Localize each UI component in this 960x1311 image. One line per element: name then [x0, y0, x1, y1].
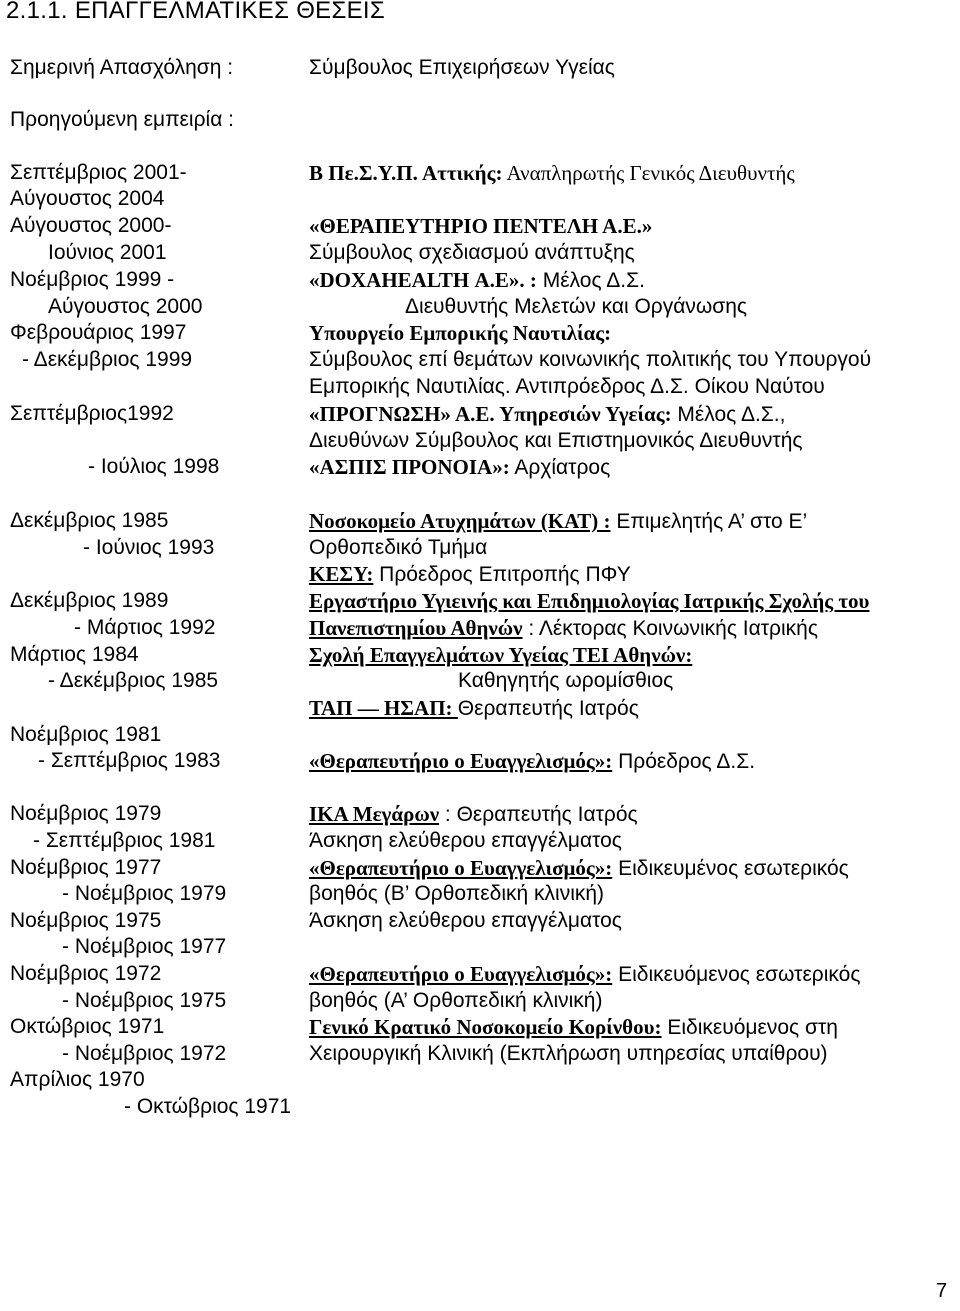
entry-row — [0, 455, 960, 482]
entry-period: Δεκέμβριος 1985 — [10, 509, 169, 532]
entry-organization: Νοσοκομείο Ατυχημάτων (ΚΑΤ) : — [309, 509, 611, 533]
entry-organization: «Θεραπευτήριο ο Ευαγγελισμός»: — [309, 962, 613, 986]
entry-period: - Νοέμβριος 1972 — [62, 1042, 227, 1065]
entry-row — [0, 989, 960, 1016]
entry-row — [0, 935, 960, 962]
entry-row — [0, 268, 960, 295]
entry-row — [0, 241, 960, 268]
entry-organization: Β Πε.Σ.Υ.Π. Αττικής: — [309, 161, 503, 185]
entry-role: : Λέκτορας Κοινωνικής Ιατρικής — [522, 617, 818, 640]
entry-row — [0, 1015, 960, 1042]
entry-role: Μέλος Δ.Σ. — [536, 269, 645, 292]
entry-role: Ορθοπεδικό Τμήμα — [309, 536, 488, 559]
entry-period: Νοέμβριος 1977 — [10, 856, 162, 879]
previous-experience-label: Προηγούμενη εμπειρία : — [10, 108, 235, 131]
entry-row — [0, 187, 960, 214]
entry-organization: «ΠΡΟΓΝΩΣΗ» Α.Ε. Υπηρεσιών Υγείας: — [309, 402, 672, 426]
entry-row — [0, 348, 960, 375]
entry-row — [0, 643, 960, 670]
entry-role: βοηθός (Β’ Ορθοπεδική κλινική) — [309, 882, 605, 905]
entry-row — [0, 616, 960, 643]
entry-role: βοηθός (Α’ Ορθοπεδική κλινική) — [309, 989, 603, 1012]
entry-row — [0, 909, 960, 936]
entry-period: - Δεκέμβριος 1999 — [22, 348, 193, 371]
entry-role: Αναπληρωτής Γενικός Διευθυντής — [502, 161, 795, 185]
entry-row — [0, 214, 960, 241]
entry-organization: Εργαστήριο Υγιεινής και Επιδημιολογίας Ιατρικής Σχολής του — [309, 589, 870, 613]
entry-role: Μέλος Δ.Σ., — [671, 403, 786, 426]
entry-row — [0, 375, 960, 402]
entry-organization: «ΘΕΡΑΠΕΥΤΗΡΙΟ ΠΕΝΤΕΛΗ Α.Ε.» — [309, 214, 653, 238]
entry-period: Νοέμβριος 1972 — [10, 962, 162, 985]
entry-row — [0, 1095, 960, 1122]
entry-period: - Ιούλιος 1998 — [88, 455, 220, 478]
entry-organization: Υπουργείο Εμπορικής Ναυτιλίας: — [309, 321, 612, 345]
entry-period: - Σεπτέμβριος 1981 — [33, 829, 216, 852]
entry-period: Αύγουστος 2000 — [48, 295, 203, 318]
entry-row — [0, 962, 960, 989]
entry-row — [0, 536, 960, 563]
entry-row — [0, 402, 960, 429]
entry-role: Σύμβουλος σχεδιασμού ανάπτυξης — [309, 241, 635, 264]
entry-period: Νοέμβριος 1979 — [10, 802, 162, 825]
entry-row — [0, 802, 960, 829]
entry-period: Μάρτιος 1984 — [10, 643, 139, 666]
entry-role: Ειδικευόμενος εσωτερικός — [612, 963, 861, 986]
entry-role: Διευθυντής Μελετών και Οργάνωσης — [405, 295, 748, 318]
entry-organization: ΚΕΣΥ: — [309, 562, 374, 586]
entry-organization: ΤΑΠ — ΗΣΑΠ: — [309, 696, 458, 720]
entry-period: Νοέμβριος 1975 — [10, 909, 162, 932]
entry-role: Χειρουργική Κλινική (Εκπλήρωση υπηρεσίας υπαίθρου) — [309, 1042, 828, 1065]
page-number: 7 — [936, 1280, 948, 1302]
entry-period: Φεβρουάριος 1997 — [10, 321, 187, 344]
entry-role: Καθηγητής ωρομίσθιος — [458, 669, 674, 692]
entry-period: - Νοέμβριος 1977 — [62, 935, 227, 958]
entry-role: Πρόεδρος Επιτροπής ΠΦΥ — [373, 563, 631, 586]
entry-row — [0, 723, 960, 750]
entry-period: Οκτώβριος 1971 — [10, 1015, 165, 1038]
entry-row — [0, 856, 960, 883]
entry-row — [0, 509, 960, 536]
entry-role: Διευθύνων Σύμβουλος και Επιστημονικός Διευθυντής — [309, 429, 803, 452]
entry-role: Άσκηση ελεύθερου επαγγέλματος — [309, 829, 622, 852]
entry-row — [0, 321, 960, 348]
entry-organization: Πανεπιστημίου Αθηνών — [309, 616, 523, 640]
entry-period: Νοέμβριος 1981 — [10, 723, 162, 746]
entry-period: - Νοέμβριος 1979 — [62, 882, 227, 905]
entry-row — [0, 295, 960, 322]
entry-role: Θεραπευτής Ιατρός — [457, 697, 639, 720]
entry-role: : Θεραπευτής Ιατρός — [439, 803, 638, 826]
entry-organization: Γενικό Κρατικό Νοσοκομείο Κορίνθου: — [309, 1015, 662, 1039]
entry-row — [0, 562, 960, 589]
entry-period: Αύγουστος 2000- — [10, 214, 172, 237]
entry-period: - Μάρτιος 1992 — [74, 616, 216, 639]
entry-organization: ΙΚΑ Μεγάρων — [309, 802, 440, 826]
entry-organization: «ΑΣΠΙΣ ΠΡΟΝΟΙΑ»: — [309, 455, 510, 479]
entry-period: Σεπτέμβριος1992 — [10, 402, 174, 425]
entry-row — [0, 696, 960, 723]
current-employment-label: Σημερινή Απασχόληση : — [10, 56, 234, 79]
entry-row — [0, 161, 960, 188]
entry-role: Εμπορικής Ναυτιλίας. Αντιπρόεδρος Δ.Σ. Οίκου Ναύτου — [309, 375, 825, 398]
section-heading: 2.1.1. ΕΠΑΓΓΕΛΜΑΤΙΚΕΣ ΘΕΣΕΙΣ — [6, 0, 386, 24]
entry-organization: «Θεραπευτήριο ο Ευαγγελισμός»: — [309, 856, 613, 880]
entry-role: Αρχίατρος — [509, 456, 611, 479]
entry-row — [0, 429, 960, 456]
current-employment-value: Σύμβουλος Επιχειρήσεων Υγείας — [309, 56, 615, 79]
entry-role: Πρόεδρος Δ.Σ. — [612, 750, 756, 773]
entry-row — [0, 1042, 960, 1069]
entry-organization: «DOXAHEALTH Α.Ε». : — [309, 268, 537, 292]
entry-period: - Οκτώβριος 1971 — [124, 1095, 292, 1118]
entry-row — [0, 669, 960, 696]
entry-period: Νοέμβριος 1999 - — [10, 268, 175, 291]
entry-role: Άσκηση ελεύθερου επαγγέλματος — [309, 909, 622, 932]
entry-row — [0, 882, 960, 909]
entry-period: Δεκέμβριος 1989 — [10, 589, 169, 612]
entry-row — [0, 749, 960, 776]
entry-period: - Ιούνιος 1993 — [83, 536, 215, 559]
entry-role: Ειδικευόμενος στη — [661, 1016, 838, 1039]
entry-period: - Νοέμβριος 1975 — [62, 989, 227, 1012]
entry-role: Σύμβουλος επί θεμάτων κοινωνικής πολιτικής του Υπουργού — [309, 348, 872, 371]
entry-role: Ειδικευμένος εσωτερικός — [612, 857, 849, 880]
entry-row — [0, 829, 960, 856]
entry-period: Σεπτέμβριος 2001- — [10, 161, 187, 184]
entry-organization: Σχολή Επαγγελμάτων Υγείας ΤΕΙ Αθηνών: — [309, 643, 693, 667]
entry-organization: «Θεραπευτήριο ο Ευαγγελισμός»: — [309, 749, 613, 773]
entry-period: Αύγουστος 2004 — [10, 187, 165, 210]
entry-row — [0, 589, 960, 616]
entry-period: Ιούνιος 2001 — [48, 241, 167, 264]
entry-period: - Δεκέμβριος 1985 — [48, 669, 219, 692]
entry-period: Απρίλιος 1970 — [10, 1068, 145, 1091]
entry-row — [0, 1068, 960, 1095]
entry-role: Επιμελητής Α’ στο Ε’ — [610, 510, 808, 533]
entry-period: - Σεπτέμβριος 1983 — [38, 749, 221, 772]
